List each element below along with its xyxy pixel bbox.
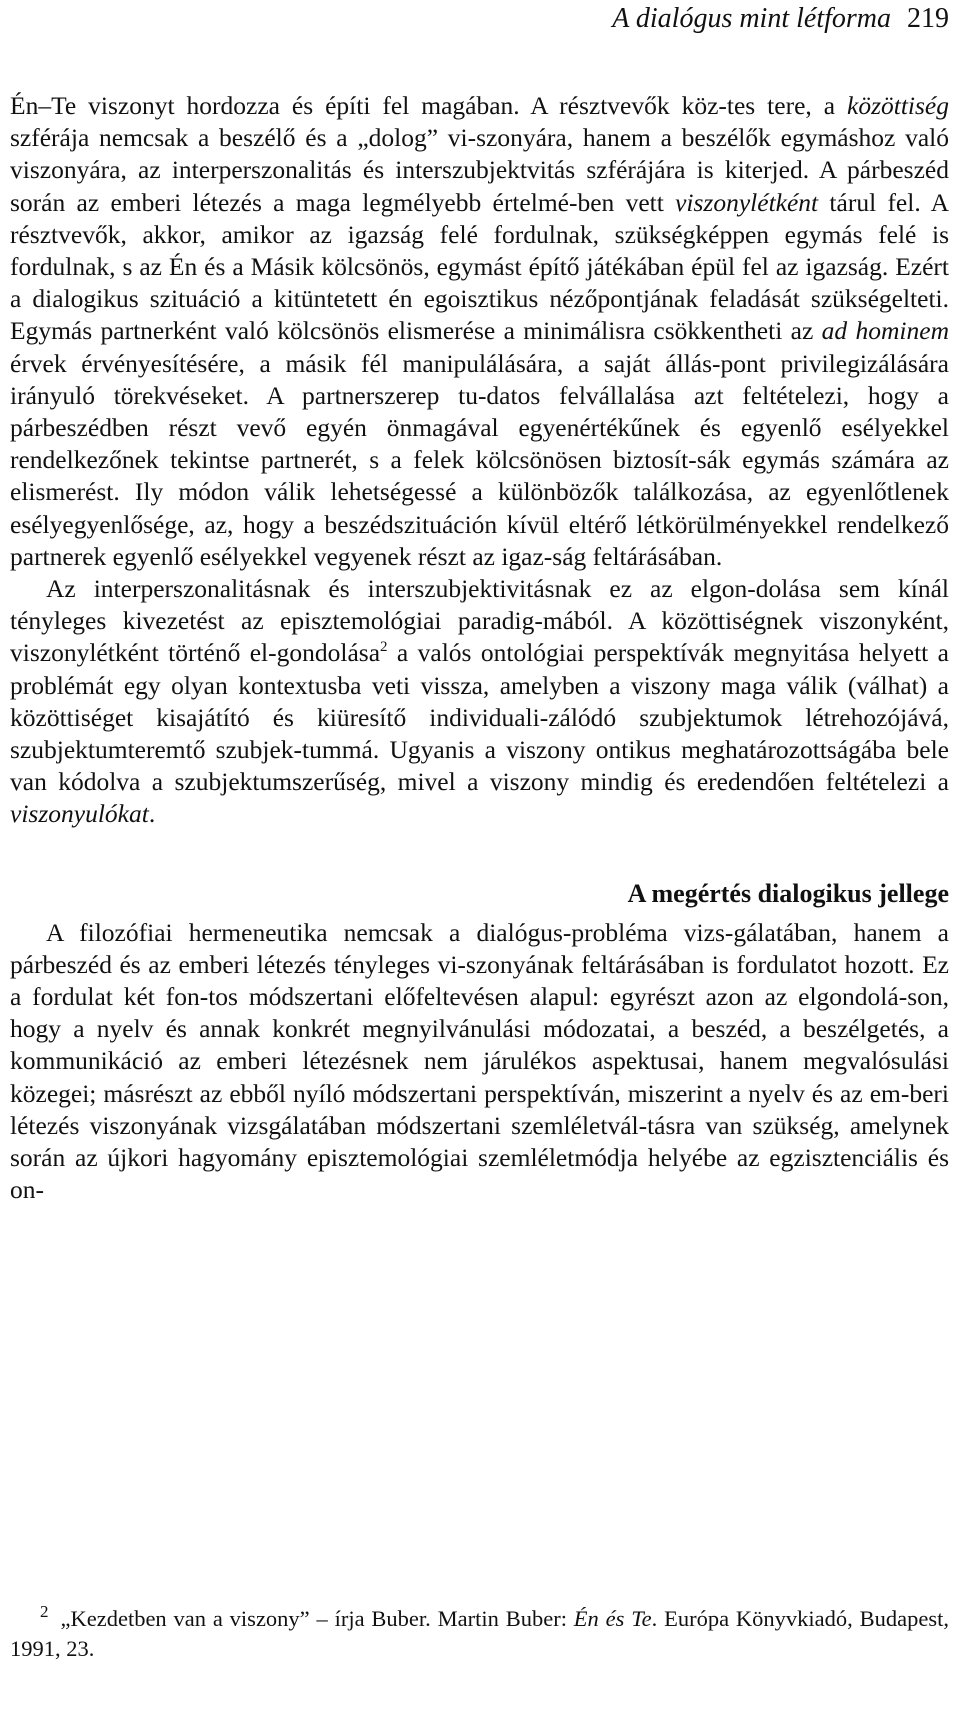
body-text <box>10 90 949 1207</box>
text-run: Az interperszonalitásnak és interszubjektivitásnak ez az elgon-dolása sem kínál tényleges kivezetést az episztemológiai paradig-mából. A közöttiségnek viszonyként, viszonylétként történő el-gondolása <box>10 574 949 668</box>
footnote <box>10 1604 949 1664</box>
italic-term: viszonyulókat <box>10 799 149 829</box>
footnote-mark: 2 <box>40 1602 49 1621</box>
book-title: Én és Te <box>573 1606 652 1631</box>
footnote-reference[interactable]: 2 <box>380 639 388 656</box>
italic-term: közöttiség <box>847 91 949 120</box>
italic-term: viszonylétként <box>675 187 819 217</box>
book-page <box>10 0 949 1716</box>
text-run: A filozófiai hermeneutika nemcsak a dialógus-probléma vizs-gálatában, hanem a párbeszéd és az emberi létezés tényleges vi-szonyának feltárásában is fordulatot hozott. Ez a fordulat két fon-tos módszertani előfeltevésen alapul: egyrészt azon az elgondolá-son, hogy a nyelv és annak konkrét megnyilvánulási módozatai, a beszéd, a beszélgetés, a kommunikáció az emberi létezésnek nem járulékos aspektusai, hanem megvalósulási közegei; másrészt az ebből nyíló módszertani perspektíván, miszerint a nyelv és az em-beri létezés viszonyának vizsgálatában módszertani szemléletvál-tásra van szükség, amelynek során az újkori hagyomány episztemológiai szemléletmódja helyébe az egzisztenciális és on- <box>10 917 949 1205</box>
text-run: . Európa Könyvkiadó, Budapest, 1991, 23. <box>10 1606 950 1661</box>
page-number: 219 <box>907 3 949 34</box>
italic-term: ad hominem <box>821 316 949 346</box>
running-head <box>612 2 949 36</box>
paragraph-1 <box>10 90 949 573</box>
text-run: „Kezdetben van a viszony” – írja Buber. Martin Buber: <box>60 1606 574 1631</box>
text-run: Én–Te viszonyt hordozza és építi fel magában. A résztvevők köz-tes tere, a <box>10 91 847 120</box>
text-run: a valós ontológiai perspektívák megnyitása helyett a problémát egy olyan kontextusba veti vissza, amelyben a viszony maga válik (válhat) a közöttiséget kisajátító és kiüresítő individuali-zálódó szubjektumok létrehozójává, szubjektumteremtő szubjek-tummá. Ugyanis a viszony ontikus meghatározottságába bele van kódolva a szubjektumszerűség, mivel a viszony mindig és eredendően feltételezi a <box>10 638 949 797</box>
paragraph-2 <box>10 573 949 831</box>
section-heading: A megértés dialogikus jellege <box>627 878 949 908</box>
text-run: érvek érvényesítésére, a másik fél manipulálására, a saját állás-pont privilegizálására irányuló törekvéseket. A partnerszerep tu-datos felvállalása azt feltételezi, hogy a párbeszédben részt vevő egyén önmagával egyenértékűnek és egyenlő esélyekkel rendelkezőnek tekintse partnerét, s a felek kölcsönösen biztosít-sák egymás számára az elismerést. Ily módon válik lehetségessé a különbözők találkozása, az egyenlőtlenek esélyegyenlősége, az, hogy a beszédszituáción kívül eltérő létkörülményekkel rendelkező partnerek egyenlő esélyekkel vegyenek részt az igaz-ság feltárásában. <box>10 348 949 571</box>
paragraph-3 <box>10 917 949 1207</box>
text-run: . <box>148 799 156 829</box>
text-run: szférája nemcsak a beszélő és a „dolog” vi-szonyára, hanem a beszélők egymáshoz való viszonyára, az interperszonalitás és interszubjektvitás szférájára is kiterjed. A párbeszéd során az emberi létezés a maga legmélyebb értelmé-ben vett <box>10 123 949 217</box>
running-head-title: A dialógus mint létforma <box>612 3 891 34</box>
text-run: tárul fel. A résztvevők, akkor, amikor az igazság felé fordulnak, szükségképpen egymás felé is fordulnak, s az Én és a Másik kölcsönös, egymást építő játékában épül fel az igazság. Ezért a dialogikus szituáció a kitüntetett én egoisztikus nézőpontjának feladását szükségelteti. Egymás partnerként való kölcsönös elismerése a minimálisra csökkentheti az <box>10 187 950 346</box>
